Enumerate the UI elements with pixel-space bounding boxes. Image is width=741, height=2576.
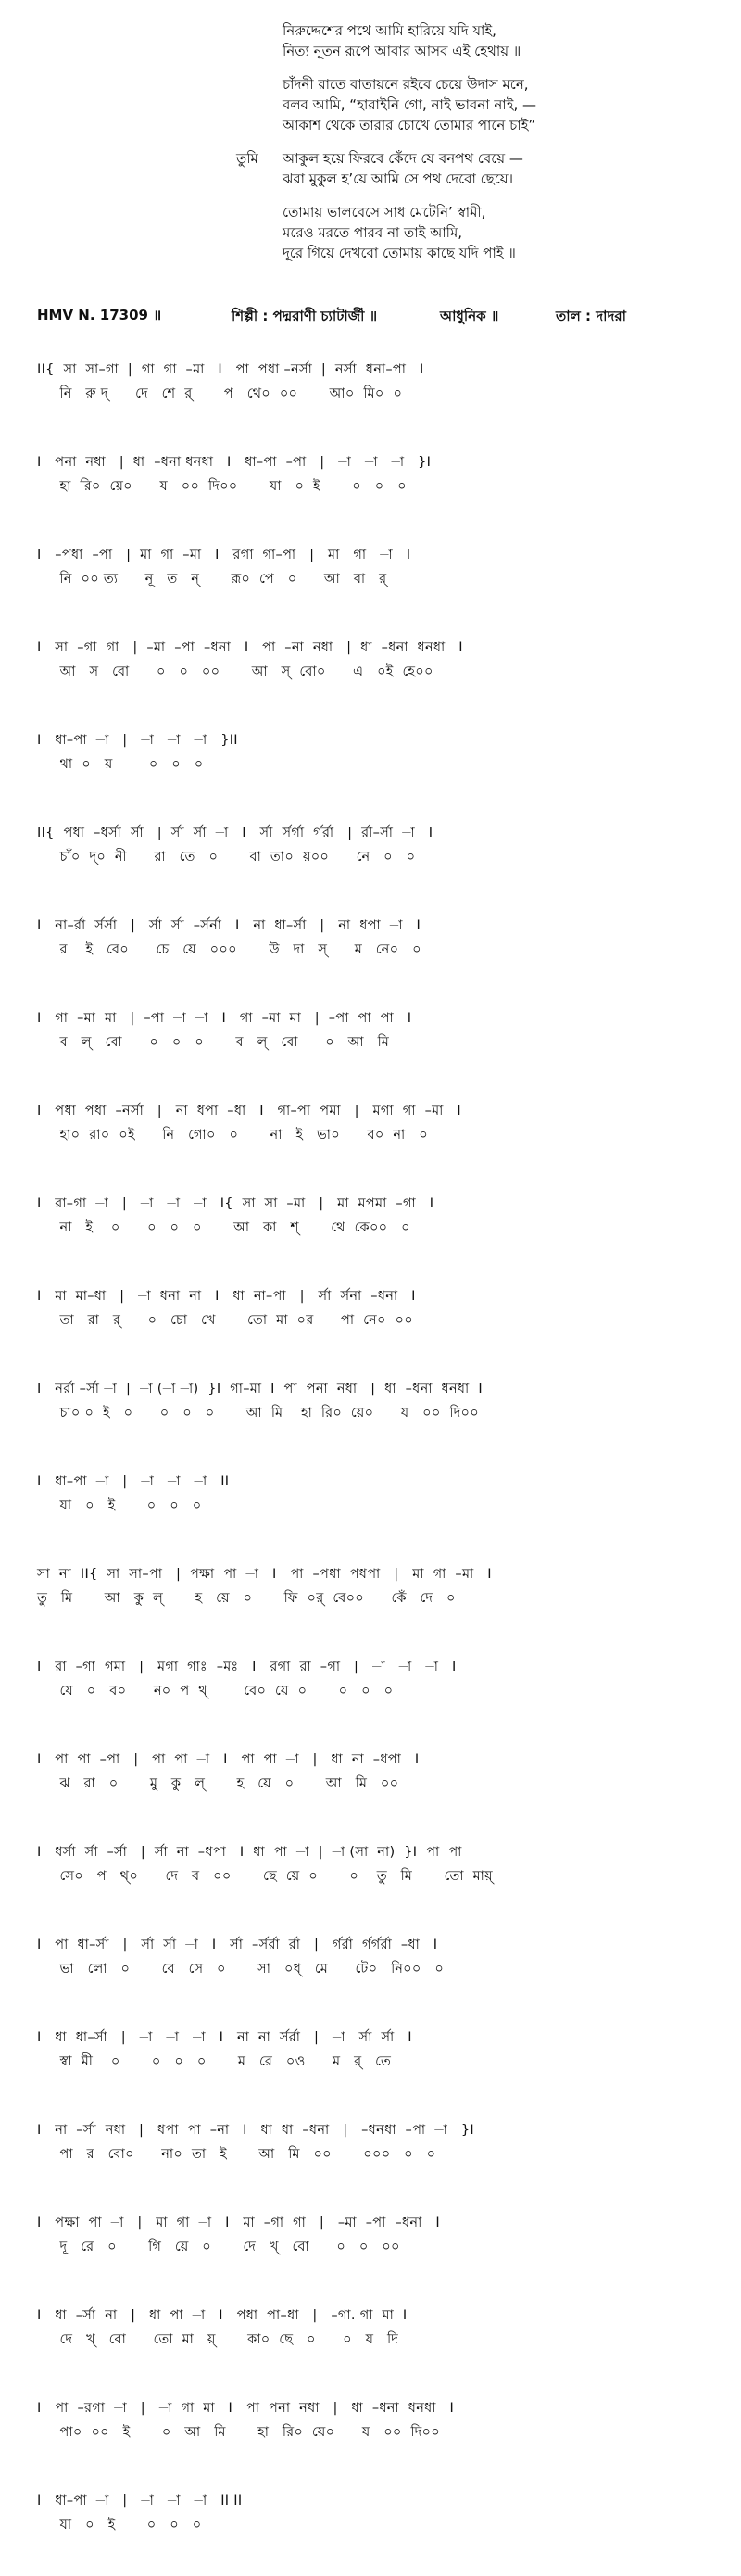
lyric-syllable-line: হা রি০ য়ে০ য ০০ দি০০ যা ০ ই ০ ০ ০	[37, 479, 407, 494]
notation-row	[0, 2298, 741, 2391]
tala-label: তাল : দাদরা	[556, 308, 626, 324]
notation-row	[0, 2205, 741, 2298]
swara-line: I পক্ষা পা –া | মা গা –া I মা –গা গা | –মা –পা –ধনা I	[37, 2216, 440, 2230]
swara-line: I ধা ধা–র্সা | –া –া –া I না না র্সর্রা | –া র্সা র্সা I	[37, 2030, 412, 2045]
swara-line: I মা মা–ধা | –া ধনা না I ধা না–পা | র্সা র্সনা –ধনা I	[37, 1289, 416, 1304]
notation-row	[0, 1649, 741, 1742]
swara-line: I না–র্রা র্সর্সা | র্সা র্সা –র্সর্না I না ধা–র্সা | না ধপা –া I	[37, 918, 421, 933]
notation-row	[0, 1557, 741, 1649]
notation-row	[0, 815, 741, 908]
lyric-syllable-line: পা০ ০০ ই ০ আ মি হা রি০ য়ে০ য ০০ দি০০	[37, 2425, 440, 2440]
notation-row	[0, 1186, 741, 1279]
notation-row	[0, 1093, 741, 1186]
swara-line: I –পধা –পা | মা গা –মা I রগা গা–পা | মা গা –া I	[37, 548, 411, 562]
lyric-syllable-line: দে খ্ বো তো মা য়্ কা০ ছে ০ ০ য দি	[37, 2332, 399, 2347]
swara-line: I না –র্সা নধা | ধপা পা –না I ধা ধা –ধনা | –ধনধা –পা –া }I	[37, 2123, 474, 2138]
notation-row	[0, 2113, 741, 2205]
notation-row	[0, 1464, 741, 1557]
lyric-syllable-line: দূ রে ০ গি য়ে ০ দে খ্ বো ০ ০ ০০	[37, 2240, 400, 2254]
swara-line: I গা –মা মা | –পা –া –া I গা –মা মা | –পা পা পা I	[37, 1011, 412, 1026]
notation-row	[0, 1835, 741, 1927]
lyrics-text: তোমায় ভালবেসে সাধ মেটেনি’ স্বামী,	[283, 204, 486, 221]
lyrics-line	[0, 20, 741, 41]
swara-line: I ধা–পা –া | –া –া –া II II	[37, 2494, 243, 2508]
lyrics-text: নিত্য নূতন রূপে আবার আসব এই হেথায় ॥	[283, 43, 521, 59]
song-header	[0, 306, 741, 330]
swara-line: II{ পধা –ধর্সা র্সা | র্সা র্সা –া I র্সা র্সর্গা র্গর্রা | র্রা–র্সা –া I	[37, 826, 433, 840]
swara-line: I নর্রা –র্সা –া | –া (–া –া) }I গা–মা I পা পনা নধা | ধা –ধনা ধনধা I	[37, 1382, 483, 1396]
lyric-syllable-line: র ই বে০ চে য়ে ০০০ উ দা স্ ম নে০ ০	[37, 942, 421, 957]
lyrics-line	[0, 169, 741, 189]
lyric-syllable-line: যা ০ ই ০ ০ ০	[37, 1498, 202, 1513]
swara-line: I ধা –র্সা না | ধা পা –া I পধা পা–ধা | –গা. গা মা I	[37, 2308, 408, 2323]
lyrics-lead: তুমি	[236, 150, 258, 167]
lyrics-text: নিরুদ্দেশের পথে আমি হারিয়ে যদি যাই,	[283, 22, 496, 39]
lyrics-stanza-3	[0, 148, 741, 189]
lyrics-line	[0, 222, 741, 243]
lyric-syllable-line: হা০ রা০ ০ই নি গো০ ০ না ই ভা০ ব০ না ০	[37, 1128, 429, 1143]
lyrics-text: বলব আমি, “হারাইনি গো, নাই ভাবনা নাই, —	[283, 96, 536, 113]
notation-row	[0, 1279, 741, 1371]
notation-row	[0, 352, 741, 445]
swara-line: সা না II{ সা সা–পা | পক্ষা পা –া I পা –পধা পধপা | মা গা –মা I	[37, 1567, 492, 1582]
lyric-syllable-line: নি ০০ ত্য নূ ত ন্ রূ০ পে ০ আ বা র্	[37, 572, 387, 587]
notation-row	[0, 723, 741, 815]
lyric-syllable-line: চা০ ০ ই ০ ০ ০ ০ আ মি হা রি০ য়ে০ য ০০ দি০০	[37, 1406, 479, 1421]
lyric-syllable-line: থা ০ য় ০ ০ ০	[37, 757, 204, 772]
lyrics-line	[0, 202, 741, 222]
lyric-syllable-line: তা রা র্ ০ চো খে তো মা ০র পা নে০ ০০	[37, 1313, 413, 1328]
swara-line: I সা –গা গা | –মা –পা –ধনা I পা –না নধা | ধা –ধনা ধনধা I	[37, 640, 463, 655]
lyrics-line	[0, 115, 741, 135]
genre-label: আধুনিক ॥	[440, 308, 499, 324]
swara-line: I পনা নধা | ধা –ধনা ধনধা I ধা–পা –পা | –া –া –া }I	[37, 455, 432, 470]
lyrics-line	[0, 243, 741, 263]
lyrics-text: আকাশ থেকে তারার চোখে তোমার পানে চাই”	[283, 117, 536, 133]
notation-row	[0, 2483, 741, 2576]
swara-line: I পা পা –পা | পা পা –া I পা পা –া | ধা না –ধপা I	[37, 1752, 420, 1767]
lyrics-text: চাঁদনী রাতে বাতায়নে রইবে চেয়ে উদাস মনে,	[283, 76, 529, 93]
swara-line: I পধা পধা –নর্সা | না ধপা –ধা I গা–পা পমা | মগা গা –মা I	[37, 1104, 461, 1118]
notation-row	[0, 2020, 741, 2113]
notation-row	[0, 2391, 741, 2483]
swara-line: I পা ধা–র্সা | র্সা র্সা –া I র্সা –র্সর্রা র্রা | র্গর্রা র্গর্গর্রা –ধা I	[37, 1938, 438, 1952]
lyric-syllable-line: ভা লো ০ বে সে ০ সা ০ধ্ মে টে০ নি০০ ০	[37, 1962, 445, 1976]
lyrics-stanza-4	[0, 202, 741, 263]
lyrics-text: মরেও মরতে পারব না তাই আমি,	[283, 224, 463, 241]
lyrics-line	[0, 41, 741, 61]
lyric-syllable-line: নি রু দ্ দে শে র্ প থে০ ০০ আ০ মি০ ০	[37, 386, 403, 401]
lyric-syllable-line: পা র বো০ না০ তা ই আ মি ০০ ০০০ ০ ০	[37, 2147, 436, 2162]
artist-name: শিল্পী : পদ্মরাণী চ্যাটার্জী ॥	[232, 308, 378, 324]
lyrics-text: ঝরা মুকুল হ’য়ে আমি সে পথ দেবো ছেয়ে।	[283, 170, 514, 187]
lyrics-line	[0, 148, 741, 169]
lyrics-stanza-1	[0, 20, 741, 61]
swara-line: I পা –রগা –া | –া গা মা I পা পনা নধা | ধা –ধনা ধনধা I	[37, 2401, 455, 2416]
lyric-syllable-line: ঝ রা ০ মু কু ল্ হ য়ে ০ আ মি ০০	[37, 1776, 399, 1791]
swara-line: I রা–গা –া | –া –া –া I{ সা সা –মা | মা মপমা –গা I	[37, 1196, 434, 1211]
lyric-syllable-line: না ই ০ ০ ০ ০ আ কা শ্ থে কে০০ ০	[37, 1220, 410, 1235]
notation-row	[0, 1927, 741, 2020]
lyric-syllable-line: যে ০ ব০ ন০ প থ্ বে০ য়ে ০ ০ ০ ০	[37, 1684, 394, 1698]
lyrics-line	[0, 95, 741, 115]
lyrics-line	[0, 74, 741, 95]
notation-row	[0, 445, 741, 537]
notation-row	[0, 537, 741, 630]
lyric-syllable-line: ব ল্ বো ০ ০ ০ ব ল্ বো ০ আ মি	[37, 1035, 390, 1050]
swara-line: II{ সা সা–গা | গা গা –মা I পা পধা –নর্সা | নর্সা ধনা–পা I	[37, 362, 424, 377]
lyric-syllable-line: যা ০ ই ০ ০ ০	[37, 2518, 202, 2532]
swara-line: I রা –গা গমা | মগা গাঃ –মঃ I রগা রা –গা | –া –া –া I	[37, 1660, 457, 1674]
swara-line: I ধা–পা –া | –া –া –া }II	[37, 733, 238, 748]
lyric-syllable-line: তু মি আ কু ল্ হ য়ে ০ ফি ০র্ বে০০ কেঁ দে ০	[37, 1591, 456, 1606]
lyrics-text: আকুল হয়ে ফিরবে কেঁদে যে বনপথ বেয়ে —	[283, 150, 523, 167]
notation-row	[0, 908, 741, 1001]
lyrics-stanza-2	[0, 74, 741, 135]
notation-row	[0, 630, 741, 723]
notation-row	[0, 1001, 741, 1093]
record-number: HMV N. 17309 ॥	[37, 307, 162, 323]
lyric-syllable-line: সে০ প থ্০ দে ব ০০ ছে য়ে ০ ০ তু মি তো মায়্	[37, 1869, 493, 1884]
notation-score	[0, 352, 741, 2576]
lyric-syllable-line: চাঁ০ দ্‌০ নী রা তে ০ বা তা০ য়০০ নে ০ ০	[37, 850, 416, 865]
lyric-syllable-line: স্বা মী ০ ০ ০ ০ ম রে ০ও ম র্ তে	[37, 2054, 392, 2069]
notation-row	[0, 1371, 741, 1464]
lyrics-block	[0, 20, 741, 276]
lyrics-text: দূরে গিয়ে দেখবো তোমায় কাছে যদি পাই ॥	[283, 245, 516, 261]
lyric-syllable-line: আ স বো ০ ০ ০০ আ স্ বো০ এ ০ই হে০০	[37, 664, 433, 679]
swara-line: I ধা–পা –া | –া –া –া II	[37, 1474, 230, 1489]
notation-row	[0, 1742, 741, 1835]
swara-line: I ধর্সা র্সা –র্সা | র্সা না –ধপা I ধা পা –া | –া (সা না) }I পা পা	[37, 1845, 462, 1860]
